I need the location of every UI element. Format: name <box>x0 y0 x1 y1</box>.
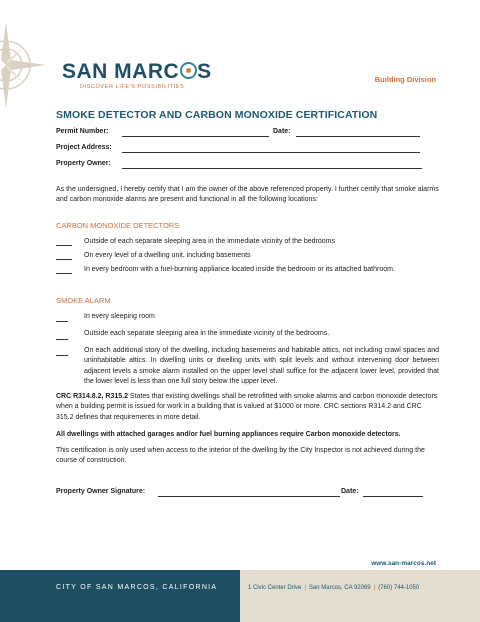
smoke-checkbox-2[interactable] <box>56 339 68 340</box>
website-link[interactable]: www.san-marcos.net <box>371 560 436 567</box>
property-owner-label: Property Owner: <box>56 160 111 167</box>
division-label: Building Division <box>374 75 436 84</box>
smoke-section-heading: SMOKE ALARM <box>56 296 111 305</box>
signature-label: Property Owner Signature: <box>56 488 146 495</box>
co-item-1: Outside of each separate sleeping area in the immediate vicinity of the bedrooms <box>84 238 335 245</box>
permit-number-label: Permit Number: <box>56 128 109 135</box>
footer-address: 1 Civic Center Drive <box>248 585 302 591</box>
signature-field[interactable] <box>158 496 340 497</box>
city-logo[interactable] <box>62 60 212 84</box>
co-checkbox-1[interactable] <box>56 245 72 246</box>
crc-code: CRC R314.8.2, R315.2 <box>56 393 128 400</box>
page-title: SMOKE DETECTOR AND CARBON MONOXIDE CERTIFICATION <box>56 109 378 121</box>
co-item-3: In every bedroom with a fuel-burning appliance located inside the bedroom or its attached bathroom. <box>84 266 395 273</box>
usage-note: This certification is only used when access to the interior of the dwelling by the City Inspector is not achieved during the course of construction. <box>56 447 425 465</box>
smoke-checkbox-1[interactable] <box>56 321 68 322</box>
smoke-item-2: Outside each separate sleeping area in the immediate vicinity of the bedrooms. <box>84 330 330 337</box>
co-item-2: On every level of a dwelling unit, including basements <box>84 252 251 259</box>
project-address-label: Project Address: <box>56 144 112 151</box>
logo-text: SAN MARC <box>62 60 180 83</box>
signature-date-label: Date: <box>341 488 359 495</box>
permit-number-field[interactable] <box>122 136 269 137</box>
footer-address-band <box>240 570 480 622</box>
intro-paragraph: As the undersigned, I hereby certify that I am the owner of the above referenced property. I further certify that smoke alarms and carbon monoxide alarms are present and functional in all the following locations: <box>56 186 439 204</box>
date-label: Date: <box>273 128 291 135</box>
project-address-field[interactable] <box>122 152 420 153</box>
footer-city-name: CITY OF SAN MARCOS, CALIFORNIA <box>56 584 218 591</box>
smoke-item-3: On each additional story of the dwelling, including basements and habitable attics, not including crawl spaces and uninhabitable attics. In dwelling units or dwelling units with split levels and without intervening door between adjacent levels a smoke alarm installed on the upper level shall suffice for the adjacent lower level, provided that the lower level is less than one full story below the upper level. <box>84 347 439 386</box>
logo-o-compass-icon <box>180 62 197 79</box>
footer-city-zip: San Marcos, CA 92069 <box>308 585 371 591</box>
logo-text-end: S <box>197 60 212 83</box>
footer-contact: 1 Civic Center Drive | San Marcos, CA 92069 | (760) 744-1050 <box>248 585 420 591</box>
date-field[interactable] <box>296 136 420 137</box>
footer-band <box>0 570 240 622</box>
property-owner-field[interactable] <box>122 168 422 169</box>
co-checkbox-2[interactable] <box>56 259 72 260</box>
co-section-heading: CARBON MONOXIDE DETECTORS <box>56 221 180 230</box>
logo-tagline: DISCOVER LIFE'S POSSIBILITIES <box>80 84 185 90</box>
signature-date-field[interactable] <box>363 496 423 497</box>
smoke-item-1: In every sleeping room <box>84 313 155 320</box>
footer-phone: (760) 744-1050 <box>378 585 420 591</box>
smoke-checkbox-3[interactable] <box>56 355 68 356</box>
co-checkbox-3[interactable] <box>56 273 72 274</box>
crc-text: States that existing dwellings shall be retrofitted with smoke alarms and carbon monoxide detectors when a building permit is issued for work in a building that is valued at $1000 or more. CRC sections R314.2 and CRC 315.2 defines that requirements in more detail. <box>56 393 438 421</box>
garage-note: All dwellings with attached garages and/or fuel burning appliances require Carbon monoxide detectors. <box>56 431 401 438</box>
crc-paragraph <box>56 392 439 423</box>
compass-logo-icon <box>0 20 48 110</box>
